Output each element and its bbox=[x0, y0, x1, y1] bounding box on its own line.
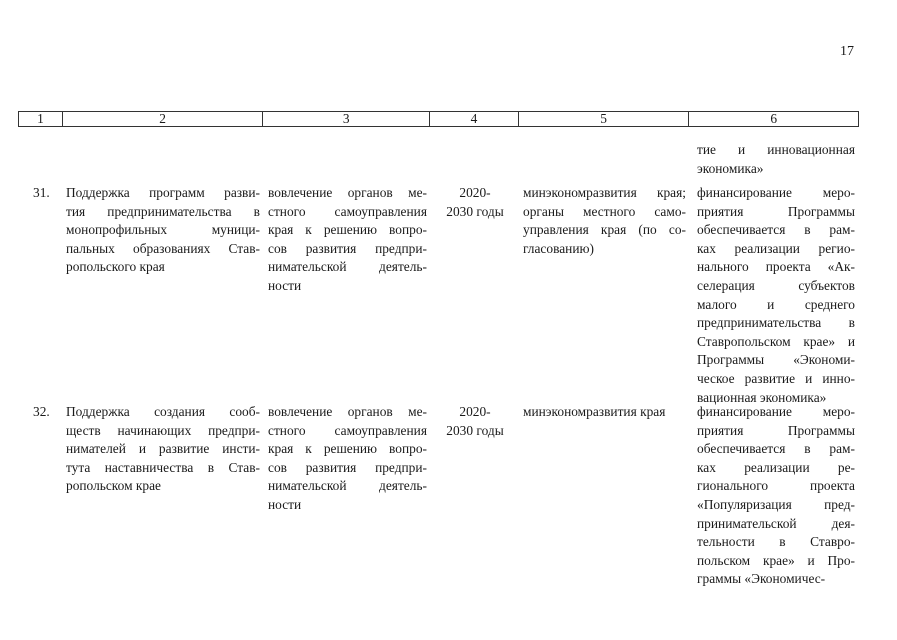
text-line: тельности в Ставро- bbox=[697, 534, 855, 550]
text-line: ществ начинающих предпри- bbox=[66, 422, 260, 438]
text-line: монопрофильных муници- bbox=[66, 222, 260, 238]
header-col-4: 4 bbox=[430, 112, 519, 126]
text-line: вовлечение органов ме- bbox=[268, 404, 427, 419]
measure-name bbox=[66, 403, 260, 496]
table-header-row bbox=[18, 111, 859, 127]
text-line: вовлечение органов ме- bbox=[268, 185, 427, 200]
header-col-2: 2 bbox=[63, 112, 264, 126]
text-line: минэкономразвития края; bbox=[523, 185, 686, 200]
page-number: 17 bbox=[840, 44, 854, 59]
row-number: 31. bbox=[33, 185, 50, 200]
text-line: стного самоуправления bbox=[268, 422, 427, 438]
text-line: приятия Программы bbox=[697, 203, 855, 219]
text-line: финансирование меро- bbox=[697, 404, 855, 419]
financing-note bbox=[697, 403, 855, 589]
text-line: нального проекта «Ак- bbox=[697, 259, 855, 275]
text-line: экономика» bbox=[697, 160, 764, 176]
text-line: органы местного само- bbox=[523, 203, 686, 219]
text-line: «Популяризация пред- bbox=[697, 496, 855, 512]
text-line: ках реализации ре- bbox=[697, 459, 855, 475]
scan-artifact bbox=[365, 576, 475, 586]
text-line: гионального проекта bbox=[697, 478, 855, 494]
text-line: ропольского края bbox=[66, 259, 165, 275]
row-number: 32. bbox=[33, 404, 50, 419]
measure-name bbox=[66, 184, 260, 277]
text-line: ческое развитие и инно- bbox=[697, 370, 855, 386]
text-line: приятия Программы bbox=[697, 422, 855, 438]
text-line: финансирование меро- bbox=[697, 185, 855, 200]
header-col-3: 3 bbox=[263, 112, 430, 126]
text-line: предпринимательства в bbox=[697, 315, 855, 331]
text-line: 2020- bbox=[459, 404, 491, 419]
responsible-executor bbox=[523, 403, 686, 422]
text-line: тие и инновационная bbox=[697, 142, 855, 157]
text-line: нимателей и развитие инсти- bbox=[66, 441, 260, 457]
financing-note bbox=[697, 184, 855, 407]
text-line: Поддержка программ разви- bbox=[66, 185, 260, 200]
text-line: сов развития предпри- bbox=[268, 459, 427, 475]
text-line: Программы «Экономи- bbox=[697, 352, 855, 368]
header-col-5: 5 bbox=[519, 112, 690, 126]
text-line: обеспечивается в рам- bbox=[697, 441, 855, 457]
text-line: селерация субъектов bbox=[697, 277, 855, 293]
text-line: принимательской дея- bbox=[697, 515, 855, 531]
header-col-1: 1 bbox=[19, 112, 63, 126]
text-line: тия предпринимательства в bbox=[66, 203, 260, 219]
text-line: Ставропольском крае» и bbox=[697, 333, 855, 349]
implementation-period bbox=[434, 184, 516, 221]
text-line: 2030 годы bbox=[446, 422, 504, 438]
text-line: обеспечивается в рам- bbox=[697, 222, 855, 238]
text-line: тута наставничества в Став- bbox=[66, 459, 260, 475]
text-line: ности bbox=[268, 277, 302, 293]
text-line: польском крае» и Про- bbox=[697, 552, 855, 568]
text-line: ропольском крае bbox=[66, 478, 161, 494]
responsible-executor bbox=[523, 184, 686, 258]
text-line: минэкономразвития края bbox=[523, 404, 666, 419]
text-line: ности bbox=[268, 496, 302, 512]
text-line: нимательской деятель- bbox=[268, 259, 427, 275]
implementation-period bbox=[434, 403, 516, 440]
text-line: вационная экономика» bbox=[697, 389, 827, 405]
text-line: 2030 годы bbox=[446, 203, 504, 219]
text-line: гласованию) bbox=[523, 240, 594, 256]
text-line: граммы «Экономичес- bbox=[697, 571, 826, 587]
text-line: сов развития предпри- bbox=[268, 240, 427, 256]
text-line: нимательской деятель- bbox=[268, 478, 427, 494]
text-line: малого и среднего bbox=[697, 296, 855, 312]
text-line: пальных образованиях Став- bbox=[66, 240, 260, 256]
text-line: края к решению вопро- bbox=[268, 222, 427, 238]
text-line: управления края (по со- bbox=[523, 222, 686, 238]
text-line: 2020- bbox=[459, 185, 491, 200]
measure-goal bbox=[268, 403, 427, 515]
header-col-6: 6 bbox=[770, 111, 778, 126]
text-line: края к решению вопро- bbox=[268, 441, 427, 457]
text-line: Поддержка создания сооб- bbox=[66, 404, 260, 419]
text-line: ках реализации регио- bbox=[697, 240, 855, 256]
measure-goal bbox=[268, 184, 427, 296]
text-line: стного самоуправления bbox=[268, 203, 427, 219]
continuation-text bbox=[697, 141, 855, 178]
